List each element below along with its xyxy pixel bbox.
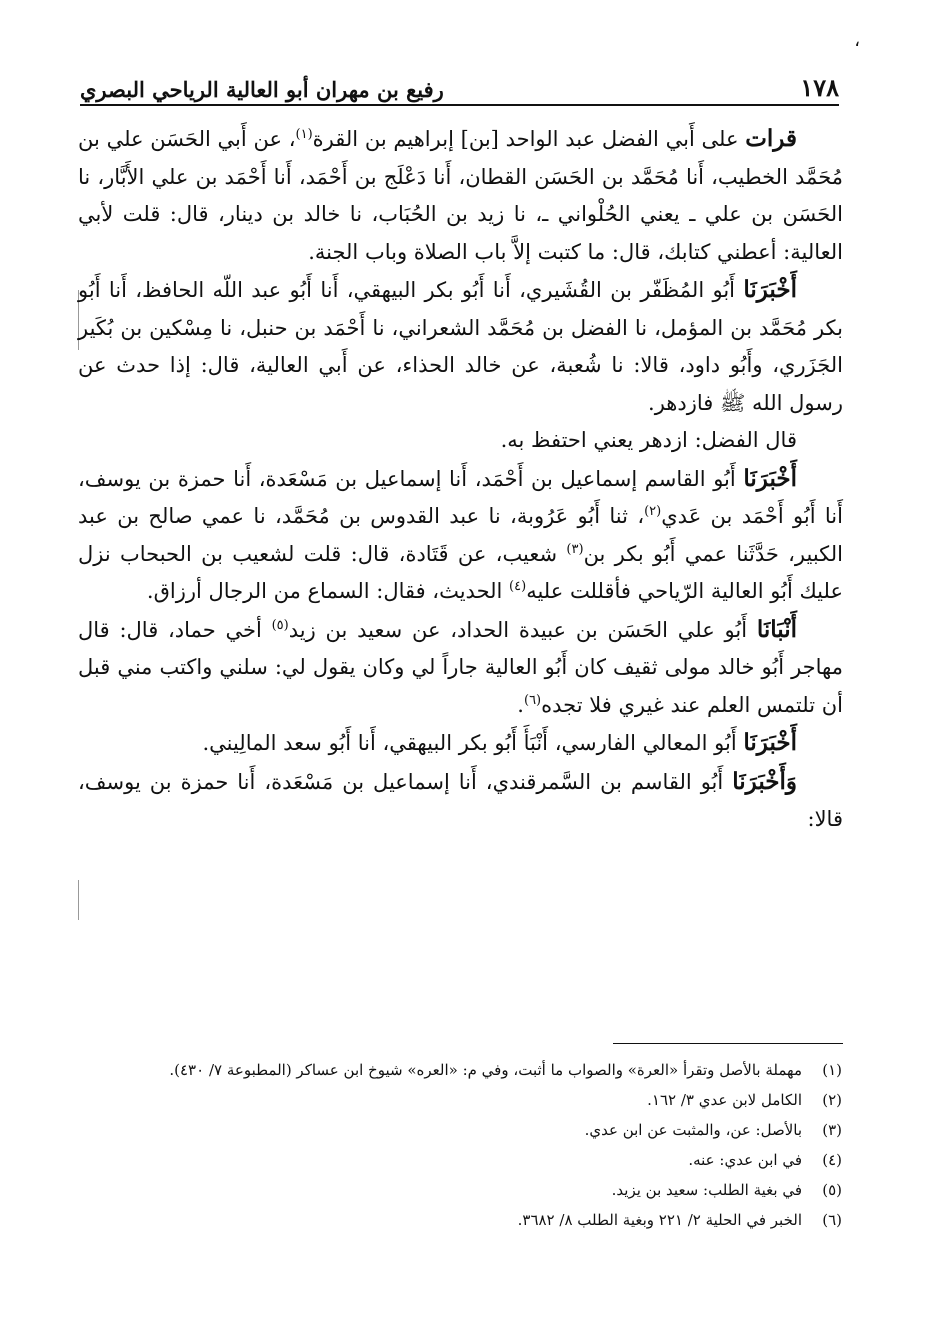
lead-word: أَخْبَرَنَا xyxy=(743,464,797,492)
footnote-ref: (٢) xyxy=(644,504,662,519)
footnote-ref: (٦) xyxy=(523,692,542,708)
footnote-text: الخبر في الحلية ٢/ ٢٢١ وبغية الطلب ٨/ ٣٦٨٢. xyxy=(517,1211,802,1229)
paragraph-6 xyxy=(78,724,843,763)
page-number: ١٧٨ xyxy=(800,73,839,102)
footnote xyxy=(80,1118,842,1143)
running-title: رفيع بن مهران أبو العالية الرياحي البصري xyxy=(80,77,444,102)
paragraph-text: قال الفضل: ازدهر يعني احتفظ به. xyxy=(500,428,797,452)
paragraph-text: . xyxy=(517,692,524,717)
footnote xyxy=(80,1058,842,1083)
footnote-number: (١) xyxy=(822,1061,842,1079)
corner-mark: ، xyxy=(854,30,860,51)
paragraph-text: على أَبي الفضل عبد الواحد [بن] إبراهيم بن القرة xyxy=(312,127,739,151)
paragraph-text: شعيب، عن قَتَادة، قال: قلت لشعيب بن الحبحاب نزل عليك أَبُو العالية الرّياحي فأقللت عليه xyxy=(78,541,843,603)
footnote-rule xyxy=(613,1043,843,1044)
lead-word: وَأَخْبَرَنَا xyxy=(732,767,797,795)
footnote-number: (٥) xyxy=(822,1181,842,1199)
footnote-text: مهملة بالأصل وتقرأ «العرة» والصواب ما أثبت، وفي م: «العره» شيوخ ابن عساكر (المطبوعة ٧/ ٤٣٠). xyxy=(169,1061,802,1079)
lead-word: أَنْبَانَا xyxy=(756,615,797,643)
paragraph-3 xyxy=(78,422,843,460)
footnote-text: الكامل لابن عدي ٣/ ١٦٢. xyxy=(647,1091,802,1109)
main-text xyxy=(78,120,843,839)
footnote xyxy=(80,1178,842,1203)
paragraph-text: أخي حماد، قال: قال مهاجر أَبُو خالد مولى ثقيف كان أَبُو العالية جاراً لي وكان يقول لي: سلني واكتب مني قبل أن تلتمس العلم عند غيري فلا تجده xyxy=(78,617,843,717)
footnote-text: في ابن عدي: عنه. xyxy=(688,1151,802,1169)
paragraph-text: ، عن أَبي الحَسَن علي بن مُحَمَّد الخطيب، أَنا مُحَمَّد بن الحَسَن القطان، أَنا دَعْلَج بن أَحْمَد، أَنا أَحْمَد بن علي الأَبَّار، نا الحَسَن بن علي ـ يعني الحُلْواني ـ، نا زيد بن الحُبَاب، نا خالد بن دينار، قال: قلت لأبي العالية: أعطني كتابك، قال: ما كتبت إلاَّ باب الصلاة وباب الجنة. xyxy=(78,127,843,264)
paragraph-text: أَبُو القاسم إسماعيل بن أَحْمَد، أَنا إسماعيل بن مَسْعَدة، أَنا حمزة بن يوسف، أَنا أَبُو أَحْمَد بن عَدي xyxy=(78,466,843,528)
paragraph-2 xyxy=(78,271,843,422)
header-rule xyxy=(80,104,839,106)
footnote-ref: (٥) xyxy=(271,617,289,633)
paragraph-text: ، ثنا أَبُو عَرُوبة، نا عبد القدوس بن مُحَمَّد، نا عمي صالح بن عبد الكبير، حَدَّثَنا عمي أَبُو بكر بن xyxy=(78,504,843,566)
paragraph-text: أَبُو علي الحَسَن بن عبيدة الحداد، عن سعيد بن زيد xyxy=(288,617,748,642)
paragraph-text: الحديث، فقال: السماع من الرجال أرزاق. xyxy=(146,579,510,603)
footnote-number: (٦) xyxy=(822,1211,842,1229)
paragraph-text: أَبُو المعالي الفارسي، أَنْبَأَ أَبُو بكر البيهقي، أَنا أَبُو سعد المالِيني. xyxy=(202,731,737,755)
footnote xyxy=(80,1208,842,1233)
paragraph-1 xyxy=(78,120,843,271)
footnote-text: بالأصل: عن، والمثبت عن ابن عدي. xyxy=(584,1121,802,1139)
footnote-ref: (١) xyxy=(295,127,313,142)
footnote-number: (٣) xyxy=(822,1121,842,1139)
footnote xyxy=(80,1088,842,1113)
paragraph-5 xyxy=(78,611,843,725)
footnote-text: في بغية الطلب: سعيد بن يزيد. xyxy=(611,1181,802,1199)
paragraph-text: أَبُو المُظَفّر بن القُشَيري، أَنا أَبُو بكر البيهقي، أَنا أَبُو عبد اللّه الحافظ، أَنا أَبُو بكر مُحَمَّد بن المؤمل، نا الفضل بن مُحَمَّد الشعراني، نا أَحْمَد بن حنبل، نا مِسْكين بن بُكَير الجَزَري، وأَبُو داود، قالا: نا شُعبة، عن خالد الحذاء، عن أَبي العالية، قال: إذا حدث عن رسول الله ﷺ فازدهر. xyxy=(78,278,843,415)
margin-line xyxy=(78,880,79,920)
paragraph-4 xyxy=(78,460,843,611)
footnote-ref: (٣) xyxy=(566,541,584,557)
footnote-number: (٤) xyxy=(822,1151,842,1169)
paragraph-text: أَبُو القاسم بن السَّمرقندي، أَنا إسماعيل بن مَسْعَدة، أَنا حمزة بن يوسف، قالا: xyxy=(78,769,843,831)
lead-word: أَخْبَرَنَا xyxy=(743,729,797,756)
paragraph-7 xyxy=(78,763,843,839)
lead-word: أَخْبَرَنَا xyxy=(743,276,797,303)
page-header xyxy=(80,62,839,102)
footnote xyxy=(80,1148,842,1173)
footnote-number: (٢) xyxy=(822,1091,842,1109)
footnote-ref: (٤) xyxy=(509,579,527,594)
footnotes xyxy=(80,1058,842,1238)
lead-word: قرات xyxy=(745,125,797,152)
